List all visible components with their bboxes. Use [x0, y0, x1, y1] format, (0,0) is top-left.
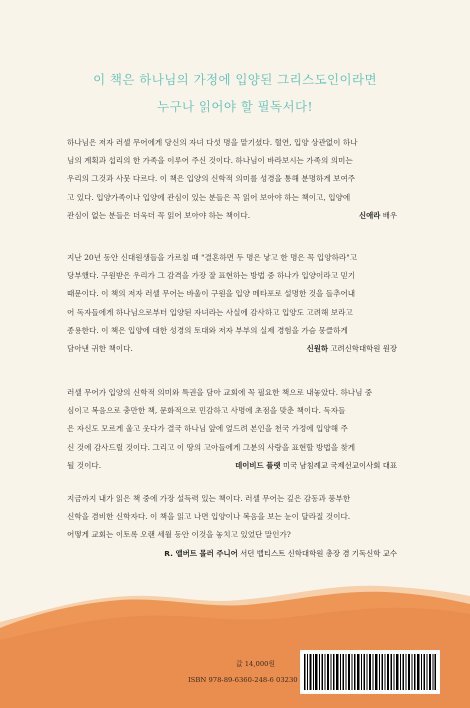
endorsement-line: 러셀 무어가 입양의 신학적 의미와 특권을 담아 교회에 꼭 필요한 책으로 내놓았다. 하나님 중 — [67, 388, 373, 397]
endorsement-line: 신학을 겸비한 신학자다. 이 책을 읽고 나면 입양이나 복음을 보는 눈이 달라질 것이다. — [67, 512, 351, 522]
endorsement-line: 님의 계획과 섭리의 한 가족을 이루어 주신 것이다. 하나님이 바라보시는 가족의 의미는 — [67, 156, 353, 166]
endorser-affiliation: 고려신학대학원 원장 — [330, 344, 397, 354]
price: 값 14,000원 — [236, 660, 276, 668]
endorser-affiliation: 배우 — [382, 210, 397, 220]
headline-line-2: 누구나 읽어야 할 필독서다! — [157, 99, 313, 114]
endorser-name: 신애라 — [358, 210, 381, 220]
endorsement-line: 우리의 그것과 사뭇 다르다. 이 책은 입양의 신학적 의미를 성경을 통해 분명하게 보여주 — [67, 174, 356, 184]
endorsement-line: 어 독자들에게 하나님으로부터 입양된 자녀라는 사실에 감사하고 입양도 고려해 보라고 — [67, 307, 353, 317]
endorsement-line-text: 될 것이다. — [67, 460, 102, 470]
endorsement-line: 지금까지 내가 읽은 책 중에 가장 설득력 있는 책이다. 러셀 무어는 깊은 감동과 풍부한 — [67, 494, 351, 503]
endorsement-line: 지난 20년 동안 신대원생들을 가르칠 때 "결혼하면 두 명은 낳고 한 명은 꼭 입양하라"고 — [67, 253, 358, 262]
endorsement-line: 은 자신도 모르게 울고 웃다가 결국 하나님 앞에 엎드려 본인을 천국 가정에 입양해 주 — [67, 424, 348, 434]
endorsement-line: 신 것에 감사드릴 것이다. 그리고 이 땅의 고아들에게 그분의 사랑을 표현할 방법을 찾게 — [67, 442, 356, 452]
endorser-affiliation: 미국 남침례교 국제선교이사회 대표 — [282, 460, 397, 470]
barcode-icon — [300, 650, 440, 694]
isbn-barcode — [300, 650, 440, 694]
endorsement-line: 어떻게 교회는 이토록 오랜 세월 동안 이것을 놓치고 있었단 말인가? — [67, 530, 291, 540]
endorser-name: R. 앨버트 몰러 주니어 — [164, 548, 238, 558]
endorser-affiliation: 서던 뱁티스트 신학대학원 총장 겸 기독신학 교수 — [240, 548, 397, 558]
endorsement-line-text: 담아낸 귀한 책이다. — [67, 344, 133, 354]
endorsement-line: 당부했다. 구원받은 우리가 그 감격을 가장 잘 표현하는 방법 중 하나가 입양이라고 믿기 — [67, 271, 356, 281]
endorsement-line: 하나님은 저자 러셀 무어에게 당신의 자녀 다섯 명을 맡기셨다. 혈연, 입양 상관없이 하나 — [67, 138, 358, 147]
endorser-name: 데이비드 플랫 — [235, 460, 281, 470]
endorser-name: 신원하 — [306, 344, 329, 354]
endorsement-line: 심이고 복음으로 충만한 책, 문화적으로 민감하고 사명에 초점을 맞춘 책이다. 독자들 — [67, 406, 346, 416]
endorsement-line: 때문이다. 이 책의 저자 러셀 무어는 바울이 구원을 입양 메타포로 설명한 것을 들추어내 — [67, 289, 356, 299]
isbn: ISBN 978-89-6360-248-6 03230 — [188, 676, 298, 684]
endorsement-line: 고 있다. 입양가족이나 입양에 관심이 있는 분들은 꼭 읽어 보아야 하는 책이고, 입양에 — [67, 192, 351, 202]
headline-line-1: 이 책은 하나님의 가정에 입양된 그리스도인이라면 — [93, 72, 377, 87]
endorsement-line-text: 관심이 없는 분들은 더욱더 꼭 읽어 보아야 하는 책이다. — [67, 210, 251, 220]
endorsement-line: 종용한다. 이 책은 입양에 대한 성경의 토대와 저자 부부의 실제 경험을 가슴 뭉클하게 — [67, 325, 348, 335]
